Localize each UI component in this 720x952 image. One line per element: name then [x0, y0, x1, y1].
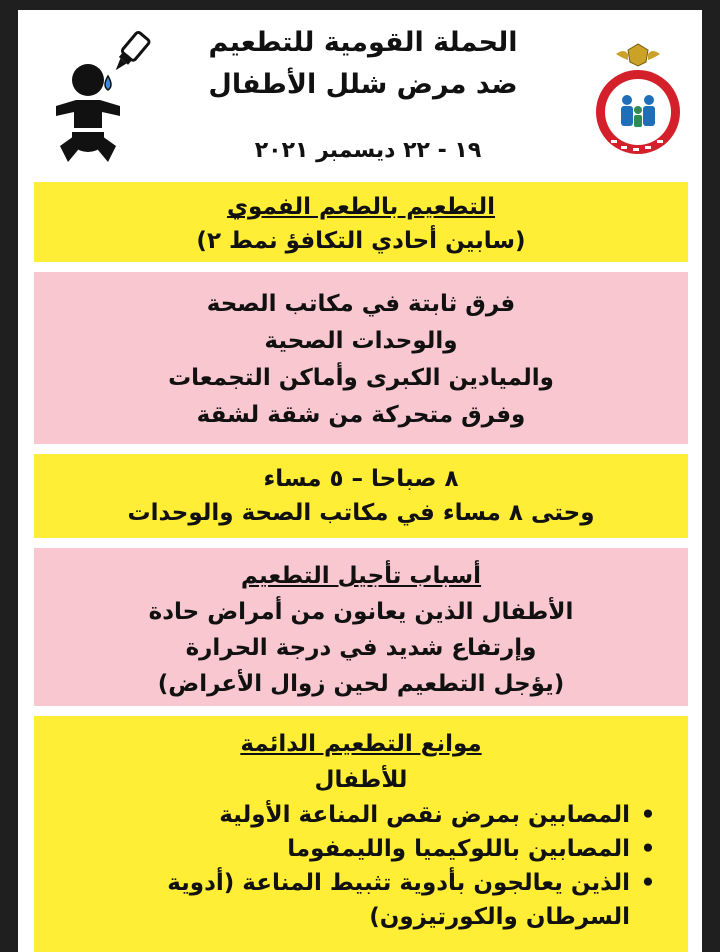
oral-vaccine-box	[34, 182, 688, 262]
list-item	[34, 832, 658, 866]
list-item-text: المصابين بمرض نقص المناعة الأولية	[219, 802, 630, 828]
contraindications-list	[34, 798, 688, 934]
extended-hours-line: وحتى ٨ مساء في مكاتب الصحة والوحدات	[127, 500, 595, 526]
vaccination-teams-box	[34, 272, 688, 444]
teams-line: وفرق متحركة من شقة لشقة	[196, 402, 526, 428]
list-item	[34, 798, 658, 832]
list-item-text: السرطان والكورتيزون)	[369, 904, 630, 930]
list-item	[34, 866, 658, 900]
poster-header	[18, 10, 702, 180]
bullet-icon: •	[640, 802, 656, 828]
baby-vaccine-drops-icon	[48, 28, 158, 178]
ministry-of-health-logo	[583, 40, 693, 160]
postponement-heading: أسباب تأجيل التطعيم	[240, 563, 482, 589]
teams-line: والوحدات الصحية	[264, 328, 458, 354]
teams-line: فرق ثابتة في مكاتب الصحة	[206, 291, 516, 317]
teams-line: والميادين الكبرى وأماكن التجمعات	[168, 365, 554, 391]
oral-vaccine-heading: التطعيم بالطعم الفموي	[226, 194, 496, 220]
campaign-poster	[18, 10, 702, 952]
postponement-line: (يؤجل التطعيم لحين زوال الأعراض)	[157, 671, 565, 697]
list-item-text: الذين يعالجون بأدوية تثبيط المناعة (أدوية	[167, 870, 630, 896]
contraindications-heading: موانع التطعيم الدائمة	[240, 731, 482, 757]
campaign-title-line2: ضد مرض شلل الأطفال	[208, 69, 518, 100]
working-hours-box	[34, 454, 688, 538]
campaign-date: ١٩ - ٢٢ ديسمبر ٢٠٢١	[254, 138, 482, 163]
bullet-icon: •	[640, 836, 656, 862]
postponement-line: الأطفال الذين يعانون من أمراض حادة	[148, 599, 574, 625]
bullet-icon: •	[640, 870, 656, 896]
postponement-line: وإرتفاع شديد في درجة الحرارة	[185, 635, 537, 661]
campaign-title-line1: الحملة القومية للتطعيم	[208, 27, 518, 58]
vaccine-type: (سابين أحادي التكافؤ نمط ٢)	[196, 228, 526, 254]
postponement-box	[34, 548, 688, 706]
list-item-text: المصابين باللوكيميا والليمفوما	[287, 836, 630, 862]
working-hours-line: ٨ صباحا – ٥ مساء	[263, 466, 459, 492]
contraindications-box	[34, 716, 688, 952]
list-item-continuation	[34, 900, 658, 934]
contraindications-subheading: للأطفال	[314, 767, 408, 793]
